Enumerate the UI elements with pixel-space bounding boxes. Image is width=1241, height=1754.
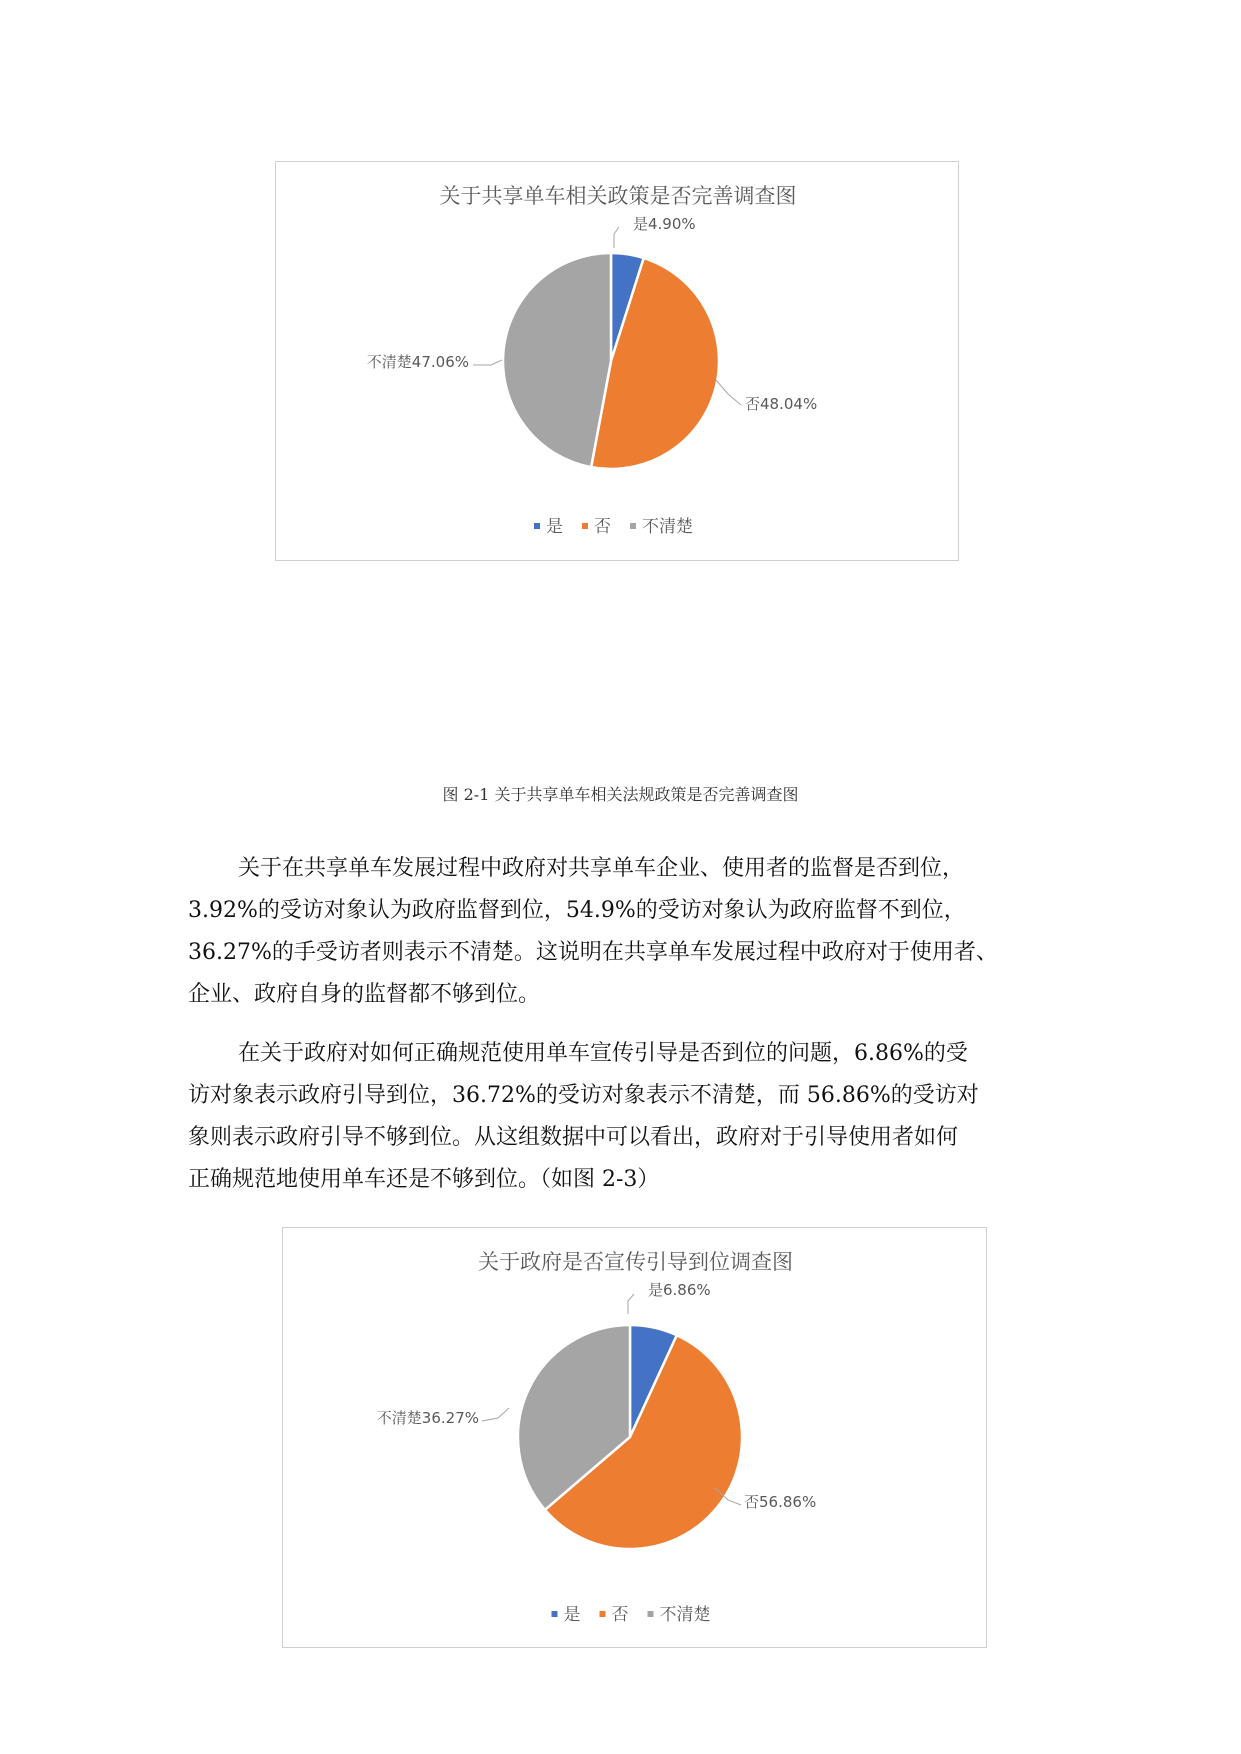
- pie-chart-1: [276, 162, 960, 562]
- pie-chart-2: [283, 1228, 988, 1649]
- paragraph-2-line: 正确规范地使用单车还是不够到位。（如图 2-3）: [188, 1167, 660, 1192]
- legend-marker: [582, 523, 588, 529]
- data-label: 是4.90%: [633, 215, 696, 233]
- legend-entry: 不清楚: [659, 1605, 711, 1625]
- leader-line: [614, 227, 619, 248]
- chart-title: 关于共享单车相关政策是否完善调查图: [439, 184, 797, 208]
- data-label: 是6.86%: [648, 1281, 711, 1299]
- data-label: 不清楚36.27%: [376, 1409, 479, 1427]
- legend-marker: [630, 523, 636, 529]
- figure-caption: 图 2-1 关于共享单车相关法规政策是否完善调查图: [442, 785, 799, 804]
- leader-line: [473, 360, 502, 365]
- paragraph-1-line: 关于在共享单车发展过程中政府对共享单车企业、使用者的监督是否到位，: [238, 856, 965, 881]
- legend-marker: [534, 523, 540, 529]
- chart-2-container: [282, 1227, 987, 1648]
- paragraph-1-line: 3.92%的受访对象认为政府监督到位，54.9%的受访对象认为政府监督不到位，: [188, 898, 966, 923]
- legend-marker: [600, 1611, 606, 1617]
- legend-entry: 是: [563, 1605, 581, 1625]
- paragraph-2: [188, 1033, 1068, 1201]
- paragraph-2-line: 在关于政府对如何正确规范使用单车宣传引导是否到位的问题，6.86%的受: [238, 1041, 968, 1066]
- paragraph-1-line: 36.27%的手受访者则表示不清楚。这说明在共享单车发展过程中政府对于使用者、: [188, 940, 998, 965]
- data-label: 否48.04%: [745, 395, 818, 413]
- leader-line: [482, 1408, 509, 1421]
- chart-1-container: [275, 161, 959, 561]
- leader-line: [716, 380, 741, 405]
- leader-line: [628, 1294, 634, 1314]
- legend-entry: 否: [594, 517, 611, 537]
- chart-title: 关于政府是否宣传引导到位调查图: [478, 1250, 793, 1274]
- paragraph-2-line: 访对象表示政府引导到位，36.72%的受访对象表示不清楚，而 56.86%的受访对: [188, 1083, 979, 1108]
- legend-entry: 否: [611, 1605, 629, 1625]
- legend-marker: [552, 1611, 558, 1617]
- paragraph-1: [188, 848, 1068, 1016]
- legend-marker: [648, 1611, 654, 1617]
- legend-entry: 是: [546, 517, 563, 537]
- data-label: 否56.86%: [744, 1493, 817, 1511]
- data-label: 不清楚47.06%: [366, 353, 469, 371]
- paragraph-1-line: 企业、政府自身的监督都不够到位。: [188, 982, 541, 1007]
- paragraph-2-line: 象则表示政府引导不够到位。从这组数据中可以看出，政府对于引导使用者如何: [188, 1125, 959, 1150]
- legend-entry: 不清楚: [642, 517, 693, 537]
- pie-slice-unsure: [503, 253, 611, 467]
